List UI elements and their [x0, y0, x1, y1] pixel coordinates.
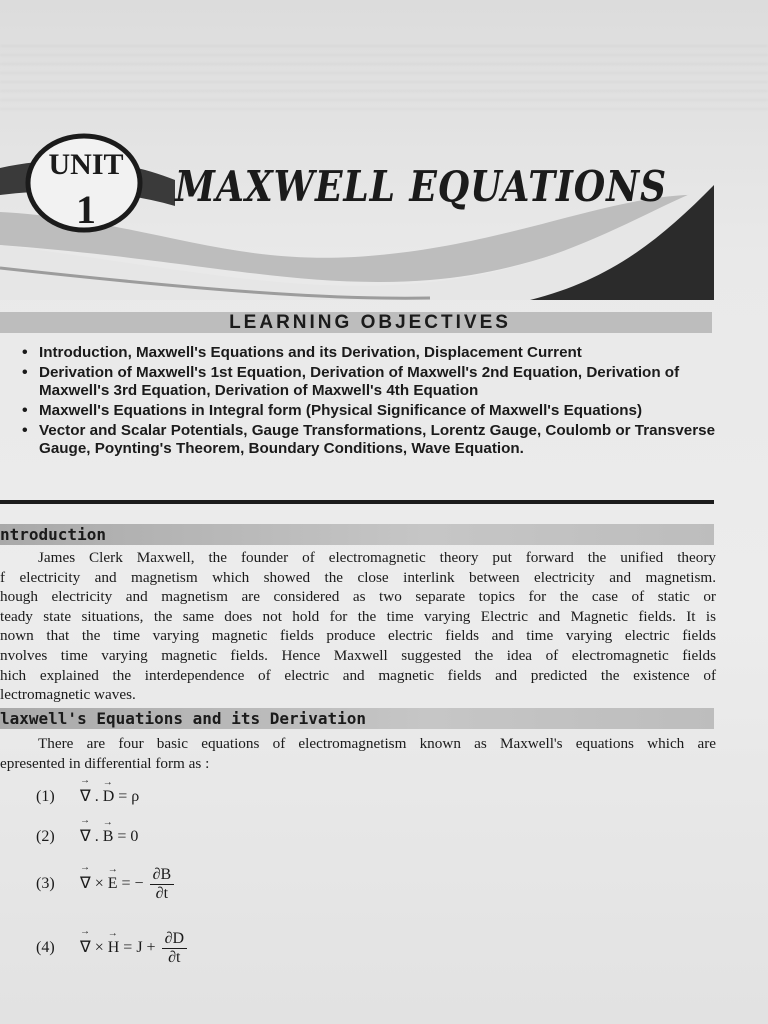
- equation-rhs: = ρ: [118, 788, 140, 805]
- text-line: nvolves time varying magnetic fields. Hence Maxwell suggested the idea of electromagnetic fields: [0, 646, 716, 664]
- vector-symbol: → B: [103, 828, 114, 846]
- equation-3: [36, 866, 174, 903]
- text-line: f electricity and magnetism which showed the close interlink between electricity and magnetism.: [0, 568, 716, 586]
- intro-heading: ntroduction: [0, 525, 106, 544]
- operator: .: [94, 828, 99, 845]
- intro-heading-bar: [0, 524, 714, 545]
- operator: ×: [94, 875, 104, 893]
- vector-symbol: → D: [103, 788, 115, 806]
- text-line: James Clerk Maxwell, the founder of electromagnetic theory put forward the unified theory: [38, 549, 716, 566]
- text-line: epresented in differential form as :: [0, 754, 210, 772]
- fraction-denominator: ∂t: [168, 949, 181, 966]
- operator: .: [94, 788, 99, 805]
- vector-symbol: → E: [108, 875, 118, 893]
- equation-rhs: = −: [121, 875, 144, 893]
- equation-4: [36, 930, 187, 967]
- fraction: [162, 930, 187, 967]
- equation-2: [36, 826, 138, 846]
- text-line: lectromagnetic waves.: [0, 686, 136, 704]
- equation-rhs: = J +: [123, 939, 156, 957]
- objectives-heading: LEARNING OBJECTIVES: [229, 312, 511, 333]
- objectives-list: [22, 344, 722, 460]
- intro-paragraph: [0, 548, 716, 705]
- vector-symbol: → H: [108, 939, 120, 957]
- text-line: nown that the time varying magnetic fields produce electric fields and time varying electric fields: [0, 627, 716, 645]
- text-line: hich explained the interdependence of electric and magnetic fields and predicted the existence of: [0, 666, 716, 684]
- fraction-numerator: ∂D: [162, 930, 187, 949]
- section-divider: [0, 500, 714, 504]
- nabla-operator: → ∇: [80, 937, 91, 957]
- equation-number: (1): [36, 788, 55, 805]
- unit-number: 1: [76, 187, 96, 232]
- equation-number: (2): [36, 828, 55, 845]
- nabla-operator: → ∇: [80, 826, 91, 846]
- equation-1: [36, 786, 139, 806]
- text-line: teady state situations, the same does not hold for the time varying Electric and Magnetic fields. It is: [0, 607, 716, 625]
- chapter-title: MAXWELL EQUATIONS: [175, 162, 667, 211]
- derivation-heading: laxwell's Equations and its Derivation: [0, 709, 367, 728]
- objective-item: • Vector and Scalar Potentials, Gauge Transformations, Lorentz Gauge, Coulomb or Transverse Gauge, Poynting's Theorem, Boundary Conditions, Wave Equation.: [22, 422, 722, 458]
- nabla-operator: → ∇: [80, 786, 91, 806]
- bleed-through-text: [0, 40, 768, 110]
- text-line: hough electricity and magnetism are considered as two separate topics for the case of static or: [0, 588, 716, 606]
- fraction-denominator: ∂t: [155, 885, 169, 902]
- text-line: There are four basic equations of electromagnetism known as Maxwell's equations which are: [38, 735, 716, 752]
- operator: ×: [94, 939, 104, 957]
- equation-number: (4): [36, 939, 55, 957]
- objective-item: • Introduction, Maxwell's Equations and its Derivation, Displacement Current: [22, 344, 722, 362]
- fraction: [150, 866, 175, 903]
- unit-label: UNIT: [48, 148, 124, 181]
- derivation-paragraph: [0, 734, 716, 773]
- objective-item: • Maxwell's Equations in Integral form (Physical Significance of Maxwell's Equations): [22, 402, 722, 420]
- equation-rhs: = 0: [117, 828, 139, 845]
- fraction-numerator: ∂B: [150, 866, 175, 885]
- equation-number: (3): [36, 875, 55, 893]
- objective-item: • Derivation of Maxwell's 1st Equation, Derivation of Maxwell's 2nd Equation, Derivation of Maxwell's 3rd Equation, Derivation of Maxwell's 4th Equation: [22, 364, 722, 400]
- nabla-operator: → ∇: [80, 873, 91, 893]
